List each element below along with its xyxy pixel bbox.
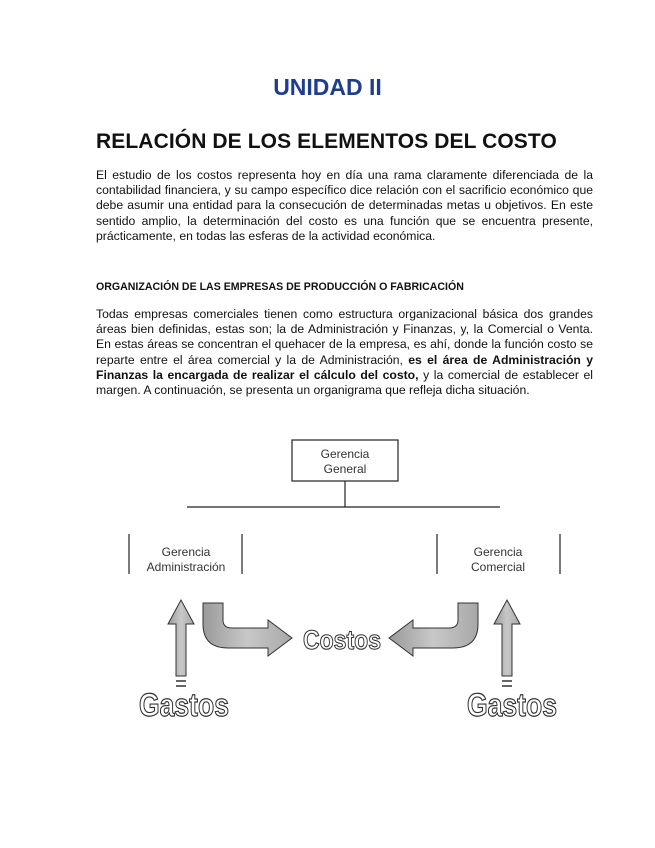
gastos-right-label: Gastos — [467, 687, 557, 723]
left-up-arrow-icon — [168, 600, 194, 686]
right-box-line1: Gerencia — [473, 545, 523, 559]
left-curved-arrow-icon — [203, 603, 292, 656]
intro-paragraph: El estudio de los costos representa hoy en día una rama claramente diferenciada de la contabilidad financiera, y su campo específico dice relación con el sacrificio económico que debe asumir una entidad para la consecución de determinadas metas u objetivos. En este sentido amplio, la determinación del costo es una función que se encuentra presente, prácticamente, en todas las esferas de la actividad económica. — [96, 168, 593, 243]
main-title: RELACIÓN DE LOS ELEMENTOS DEL COSTO — [96, 130, 557, 153]
top-box-line1: Gerencia — [320, 447, 370, 461]
left-box-line2: Administración — [146, 560, 226, 574]
right-curved-arrow-icon — [389, 603, 478, 656]
unit-title: UNIDAD II — [273, 74, 382, 100]
top-box-line2: General — [323, 462, 367, 476]
right-box-line2: Comercial — [470, 560, 526, 574]
left-box-line1: Gerencia — [161, 545, 211, 559]
section-paragraph-bold: es el área de Administración y Finanzas la encargada de realizar el cálculo del costo, — [96, 352, 593, 382]
section-paragraph-part2: y la comercial de establecer el margen. A continuación, se presenta un organigrama que refleja dicha situación. — [96, 367, 593, 398]
section-heading: ORGANIZACIÓN DE LAS EMPRESAS DE PRODUCCIÓN O FABRICACIÓN — [96, 281, 464, 293]
gastos-left-label: Gastos — [139, 687, 229, 723]
costos-label: Costos — [303, 625, 381, 655]
section-paragraph-part1: Todas empresas comerciales tienen como estructura organizacional básica dos grandes áreas bien definidas, estas son; la de Administración y Finanzas, y, la Comercial o Venta. En estas áreas se concentran el quehacer de la empresa, es ahí, donde la función costo se reparte entre el área comercial y la de Administración, — [96, 307, 593, 367]
right-up-arrow-icon — [494, 600, 520, 686]
